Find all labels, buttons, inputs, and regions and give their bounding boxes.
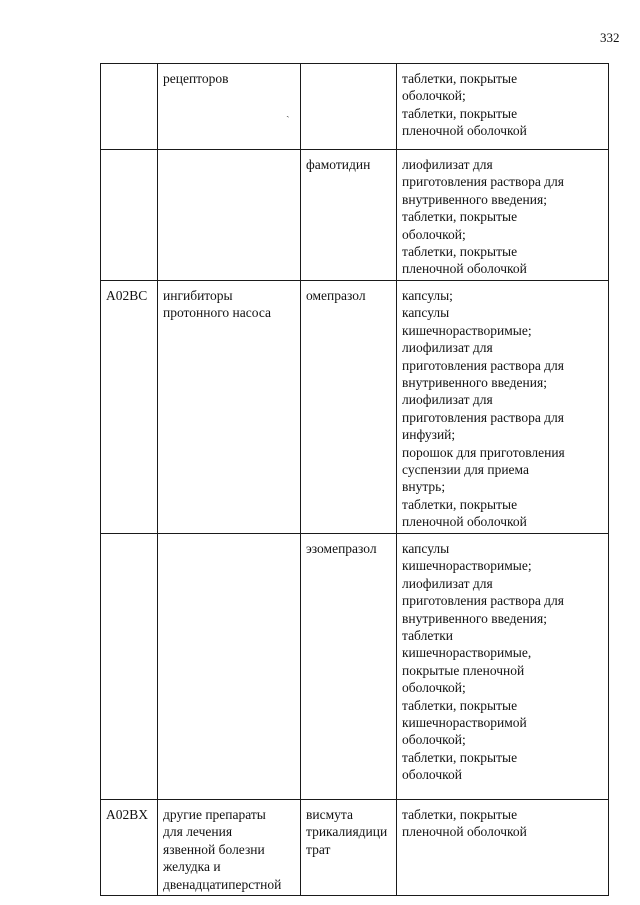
- dosage-forms-cell: [397, 150, 609, 281]
- group-cell: [158, 150, 301, 281]
- dosage-forms-line: лиофилизат для: [402, 575, 493, 591]
- dosage-forms-line: внутрь;: [402, 479, 446, 495]
- dosage-forms-line: приготовления раствора для: [402, 174, 564, 190]
- group-line: протонного насоса: [163, 305, 271, 321]
- drug-name-cell: [301, 281, 397, 534]
- dosage-forms-line: таблетки, покрытые: [402, 105, 518, 121]
- group-cell: [158, 64, 301, 150]
- dosage-forms-line: таблетки, покрытые: [402, 697, 518, 713]
- dosage-forms-line: пленочной оболочкой: [402, 261, 527, 277]
- dosage-forms-line: капсулы;: [402, 288, 453, 303]
- drug-table-body: [101, 64, 609, 896]
- group-cell: [158, 800, 301, 896]
- dosage-forms-line: пленочной оболочкой: [402, 824, 527, 840]
- dosage-forms-line: инфузий;: [402, 427, 456, 443]
- drug-name-cell: [301, 64, 397, 150]
- stray-mark: ˏ: [286, 106, 290, 118]
- table-row: [101, 534, 609, 800]
- drug-table: [100, 63, 609, 896]
- dosage-forms-line: лиофилизат для: [402, 157, 493, 172]
- drug-name-line: трикалиядици: [306, 824, 388, 840]
- dosage-forms-cell: [397, 800, 609, 896]
- dosage-forms-line: суспензии для приема: [402, 462, 529, 478]
- atc-code-cell: [101, 534, 158, 800]
- dosage-forms-line: таблетки: [402, 628, 454, 644]
- drug-table-container: [100, 63, 608, 896]
- dosage-forms-line: оболочкой;: [402, 88, 466, 104]
- atc-code-cell: [101, 64, 158, 150]
- group-cell: [158, 534, 301, 800]
- dosage-forms-line: оболочкой;: [402, 680, 466, 696]
- group-cell: [158, 281, 301, 534]
- drug-name-line: висмута: [306, 807, 353, 822]
- dosage-forms-line: таблетки, покрытые: [402, 807, 518, 822]
- atc-code: A02BX: [106, 807, 149, 822]
- dosage-forms-line: приготовления раствора для: [402, 593, 564, 609]
- group-line: ингибиторы: [163, 288, 233, 303]
- dosage-forms-line: приготовления раствора для: [402, 409, 564, 425]
- table-row: [101, 64, 609, 150]
- atc-code-cell: [101, 281, 158, 534]
- table-row: [101, 281, 609, 534]
- drug-name-cell: [301, 800, 397, 896]
- dosage-forms-cell: [397, 534, 609, 800]
- dosage-forms-line: капсулы: [402, 305, 450, 321]
- dosage-forms-line: внутривенного введения;: [402, 610, 547, 626]
- drug-name-line: фамотидин: [306, 157, 371, 172]
- dosage-forms-line: таблетки, покрытые: [402, 496, 518, 512]
- dosage-forms-line: порошок для приготовления: [402, 444, 565, 460]
- dosage-forms-line: пленочной оболочкой: [402, 514, 527, 530]
- drug-name-line: омепразол: [306, 288, 366, 303]
- page-number: 332: [600, 30, 620, 45]
- dosage-forms-line: таблетки, покрытые: [402, 244, 518, 260]
- group-line: для лечения: [163, 824, 233, 840]
- dosage-forms-line: внутривенного введения;: [402, 191, 547, 207]
- group-line: двенадцатиперстной: [163, 876, 282, 892]
- group-line: другие препараты: [163, 807, 266, 822]
- drug-name-line: трат: [306, 841, 331, 857]
- dosage-forms-line: лиофилизат для: [402, 340, 493, 356]
- dosage-forms-line: кишечнорастворимые;: [402, 558, 532, 574]
- dosage-forms-line: лиофилизат для: [402, 392, 493, 408]
- dosage-forms-line: оболочкой;: [402, 226, 466, 242]
- atc-code-cell: [101, 800, 158, 896]
- dosage-forms-line: капсулы: [402, 541, 450, 556]
- dosage-forms-line: оболочкой;: [402, 732, 466, 748]
- table-row: [101, 800, 609, 896]
- dosage-forms-line: таблетки, покрытые: [402, 71, 518, 86]
- dosage-forms-line: пленочной оболочкой: [402, 123, 527, 139]
- group-line: желудка и: [163, 859, 221, 875]
- dosage-forms-line: кишечнорастворимые,: [402, 645, 532, 661]
- dosage-forms-line: приготовления раствора для: [402, 357, 564, 373]
- dosage-forms-line: кишечнорастворимой: [402, 715, 527, 731]
- atc-code-cell: [101, 150, 158, 281]
- dosage-forms-cell: [397, 281, 609, 534]
- dosage-forms-line: таблетки, покрытые: [402, 209, 518, 225]
- table-row: [101, 150, 609, 281]
- atc-code: A02BC: [106, 288, 148, 303]
- drug-name-cell: [301, 150, 397, 281]
- dosage-forms-line: внутривенного введения;: [402, 375, 547, 391]
- dosage-forms-line: таблетки, покрытые: [402, 749, 518, 765]
- drug-name-line: эзомепразол: [306, 541, 377, 556]
- dosage-forms-cell: [397, 64, 609, 150]
- group-line: рецепторов: [163, 71, 229, 86]
- drug-name-cell: [301, 534, 397, 800]
- group-line: язвенной болезни: [163, 841, 265, 857]
- dosage-forms-line: кишечнорастворимые;: [402, 322, 532, 338]
- dosage-forms-line: покрытые пленочной: [402, 662, 525, 678]
- dosage-forms-line: оболочкой: [402, 767, 462, 783]
